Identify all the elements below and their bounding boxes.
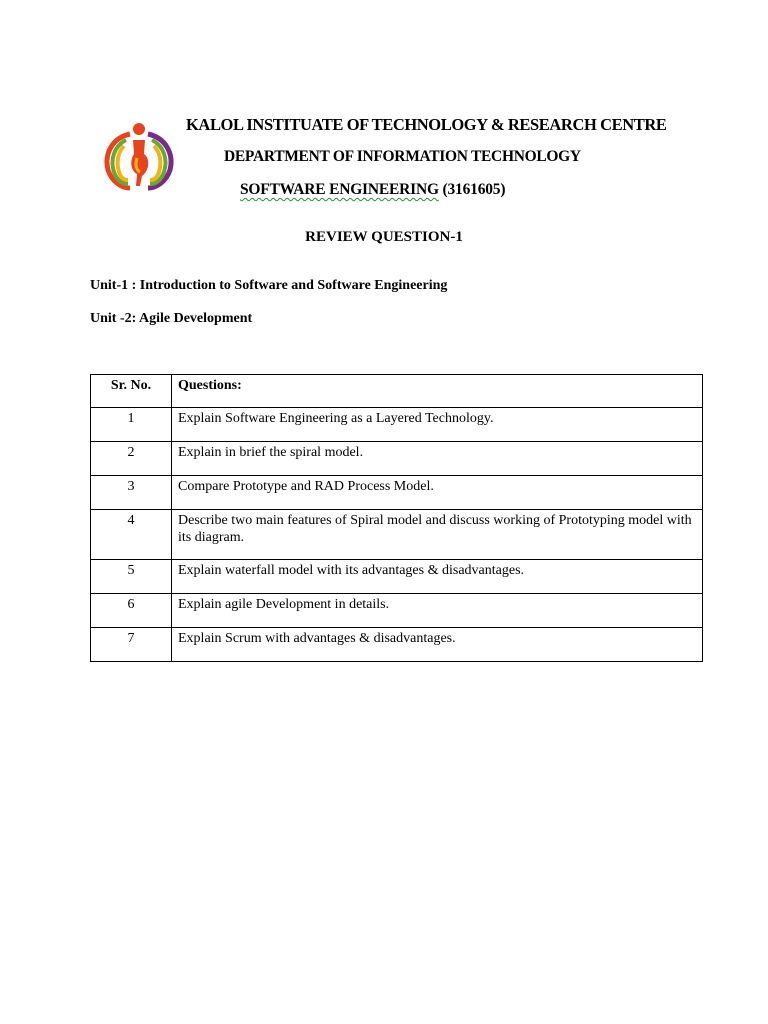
subject-name: SOFTWARE ENGINEERING bbox=[240, 181, 439, 198]
column-header-questions: Questions: bbox=[172, 375, 703, 408]
table-row bbox=[91, 476, 703, 510]
unit-2-title: Unit -2: Agile Development bbox=[90, 311, 253, 326]
question-text: Explain waterfall model with its advantages & disadvantages. bbox=[172, 560, 703, 594]
row-number: 3 bbox=[91, 476, 172, 510]
table-row bbox=[91, 408, 703, 442]
table-row bbox=[91, 628, 703, 662]
column-header-sr-no: Sr. No. bbox=[91, 375, 172, 408]
institute-logo bbox=[100, 120, 178, 192]
department-name: DEPARTMENT OF INFORMATION TECHNOLOGY bbox=[224, 148, 581, 165]
question-text: Explain Scrum with advantages & disadvantages. bbox=[172, 628, 703, 662]
row-number: 4 bbox=[91, 510, 172, 560]
table-row bbox=[91, 510, 703, 560]
row-number: 7 bbox=[91, 628, 172, 662]
questions-table bbox=[90, 374, 703, 662]
table-row bbox=[91, 442, 703, 476]
question-text: Explain Software Engineering as a Layered Technology. bbox=[172, 408, 703, 442]
review-title: REVIEW QUESTION-1 bbox=[305, 229, 463, 245]
row-number: 6 bbox=[91, 594, 172, 628]
subject-code: (3161605) bbox=[442, 181, 506, 198]
row-number: 1 bbox=[91, 408, 172, 442]
unit-1-title: Unit-1 : Introduction to Software and Software Engineering bbox=[90, 278, 448, 293]
question-text: Describe two main features of Spiral model and discuss working of Prototyping model with its diagram. bbox=[172, 510, 703, 560]
table-row bbox=[91, 594, 703, 628]
institute-name: KALOL INSTITUATE OF TECHNOLOGY & RESEARCH CENTRE bbox=[186, 115, 667, 134]
question-text: Explain in brief the spiral model. bbox=[172, 442, 703, 476]
table-header-row bbox=[91, 375, 703, 408]
table-row bbox=[91, 560, 703, 594]
row-number: 5 bbox=[91, 560, 172, 594]
question-text: Explain agile Development in details. bbox=[172, 594, 703, 628]
row-number: 2 bbox=[91, 442, 172, 476]
question-text: Compare Prototype and RAD Process Model. bbox=[172, 476, 703, 510]
subject-line bbox=[240, 181, 505, 199]
